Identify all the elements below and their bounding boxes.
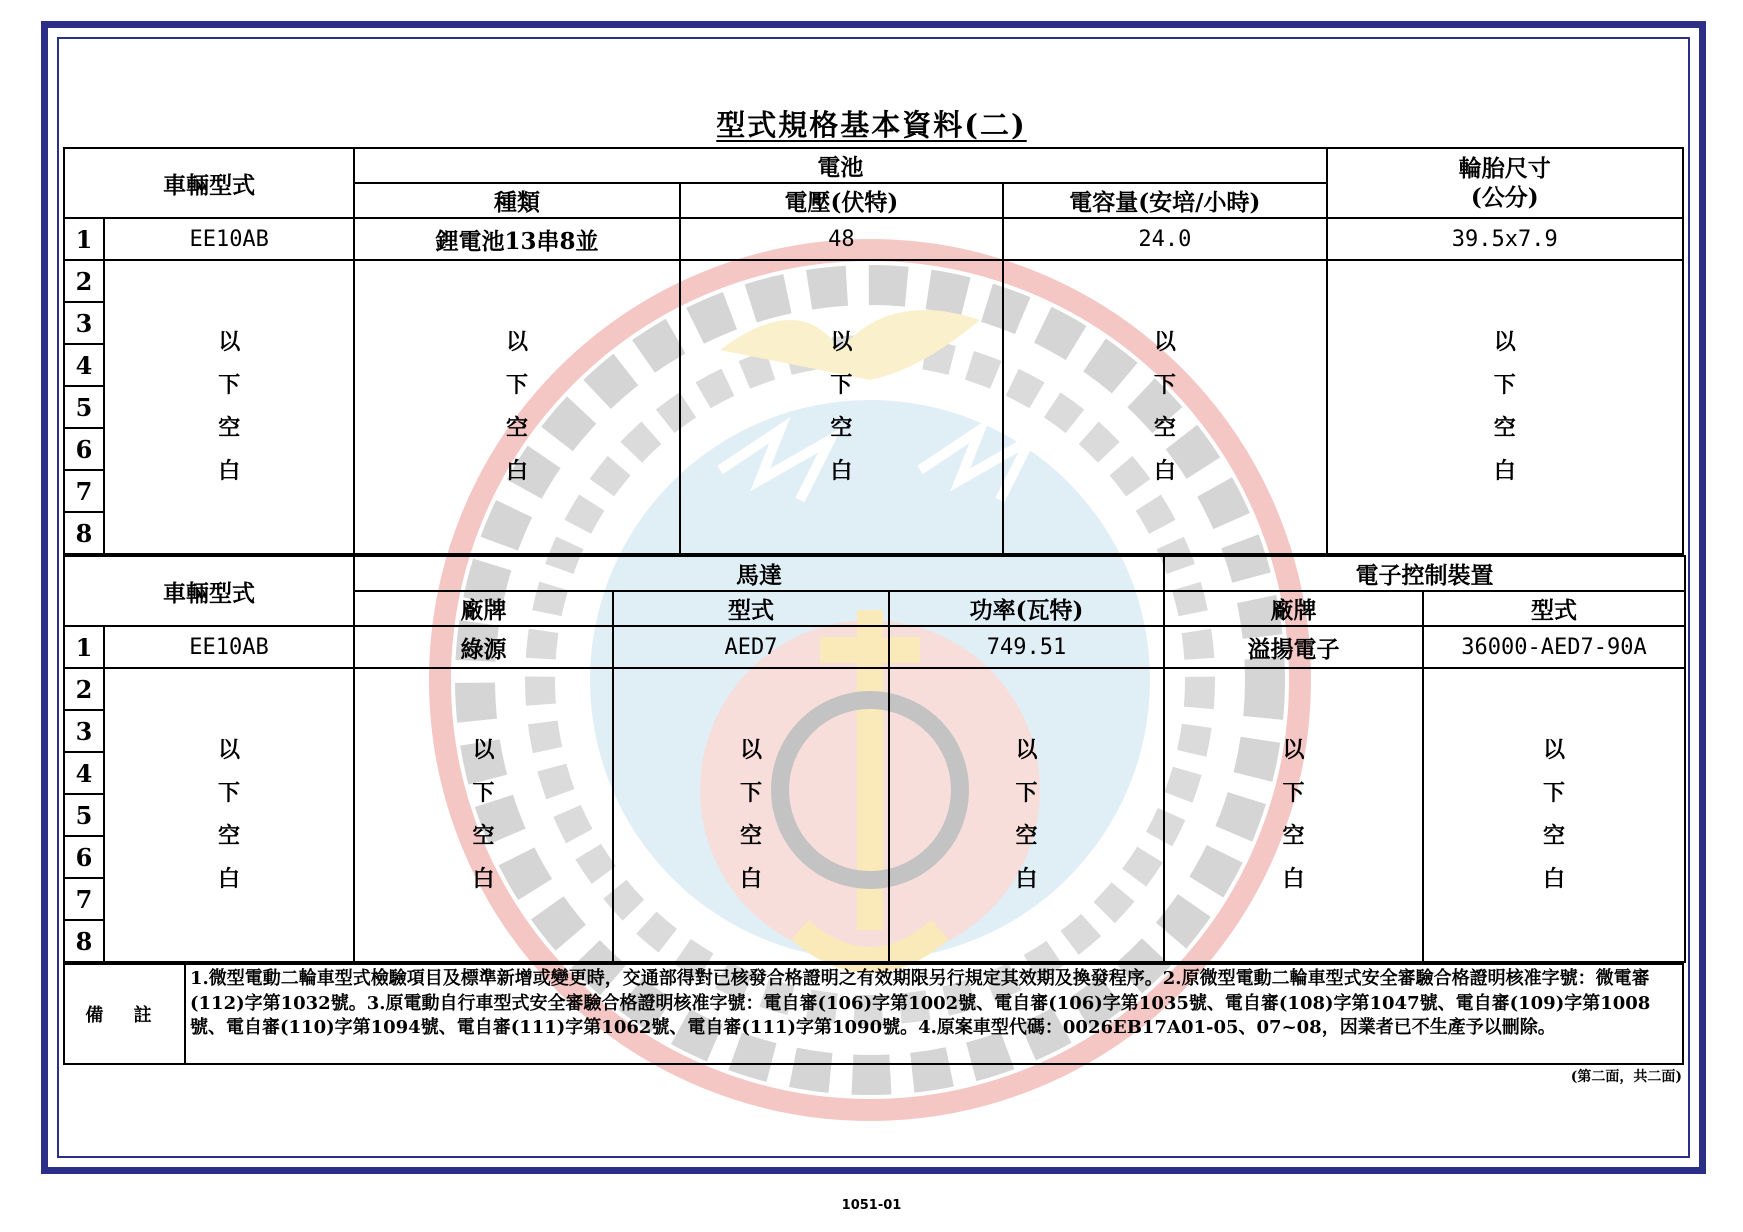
row-number: 6 — [64, 428, 104, 470]
blank-cell — [1423, 668, 1685, 962]
motor-model-header: 型式 — [613, 591, 889, 626]
row-number: 1 — [64, 626, 104, 668]
blank-char: 白 — [217, 866, 240, 892]
blank-cell — [680, 260, 1003, 554]
blank-cell — [104, 260, 354, 554]
tire-size-label: 輪胎尺寸 — [1458, 155, 1551, 182]
row-number: 1 — [64, 218, 104, 260]
row-number: 2 — [64, 260, 104, 302]
row-number: 7 — [64, 878, 104, 920]
motor-power-cell: 749.51 — [889, 626, 1164, 668]
vehicle-model-cell: EE10AB — [104, 218, 354, 260]
vehicle-model-header: 車輛型式 — [64, 148, 354, 218]
voltage-cell: 48 — [680, 218, 1003, 260]
blank-cell — [1327, 260, 1683, 554]
blank-char: 空 — [1542, 823, 1565, 849]
row-number: 8 — [64, 512, 104, 554]
motor-model-cell: AED7 — [613, 626, 889, 668]
remarks-label: 備 註 — [65, 965, 186, 1063]
blank-char: 空 — [1015, 823, 1038, 849]
blank-char: 白 — [1282, 866, 1305, 892]
blank-char: 以 — [218, 329, 241, 355]
blank-cell — [613, 668, 889, 962]
motor-group-header: 馬達 — [354, 556, 1164, 591]
page-title: 型式規格基本資料(二) — [716, 108, 1027, 142]
row-number: 4 — [64, 344, 104, 386]
blank-char: 空 — [830, 415, 853, 441]
blank-char: 以 — [830, 329, 853, 355]
vehicle-model-cell: EE10AB — [104, 626, 354, 668]
page-number-note: (第二面，共二面) — [1570, 1069, 1682, 1085]
vehicle-model-header: 車輛型式 — [64, 556, 354, 626]
blank-char: 白 — [472, 866, 495, 892]
tire-size-header — [1327, 148, 1683, 218]
blank-cell — [1164, 668, 1423, 962]
blank-char: 下 — [217, 780, 240, 806]
blank-char: 白 — [1153, 458, 1176, 484]
blank-char: 以 — [1542, 737, 1565, 763]
blank-char: 白 — [739, 866, 762, 892]
row-number: 2 — [64, 668, 104, 710]
tire-size-cell: 39.5x7.9 — [1327, 218, 1683, 260]
row-number: 3 — [64, 302, 104, 344]
motor-power-header: 功率(瓦特) — [889, 591, 1164, 626]
blank-char: 空 — [472, 823, 495, 849]
blank-char: 空 — [1153, 415, 1176, 441]
row-number: 3 — [64, 710, 104, 752]
blank-char: 白 — [506, 458, 529, 484]
tire-size-unit: (公分) — [1470, 184, 1539, 211]
battery-type-header: 種類 — [354, 183, 679, 218]
blank-cell — [889, 668, 1164, 962]
blank-char: 下 — [1542, 780, 1565, 806]
battery-type-cell: 鋰電池13串8並 — [354, 218, 679, 260]
blank-char: 白 — [830, 458, 853, 484]
blank-char: 下 — [1015, 780, 1038, 806]
blank-char: 空 — [218, 415, 241, 441]
blank-char: 白 — [1493, 458, 1516, 484]
blank-char: 下 — [218, 372, 241, 398]
blank-char: 白 — [1542, 866, 1565, 892]
blank-char: 以 — [472, 737, 495, 763]
capacity-cell: 24.0 — [1003, 218, 1326, 260]
motor-brand-header: 廠牌 — [354, 591, 613, 626]
blank-cell — [354, 260, 679, 554]
row-number: 5 — [64, 794, 104, 836]
blank-char: 白 — [1015, 866, 1038, 892]
blank-char: 下 — [739, 780, 762, 806]
blank-char: 以 — [1493, 329, 1516, 355]
battery-group-header: 電池 — [354, 148, 1326, 183]
blank-char: 以 — [217, 737, 240, 763]
row-number: 8 — [64, 920, 104, 962]
blank-char: 白 — [218, 458, 241, 484]
controller-brand-cell: 溢揚電子 — [1164, 626, 1423, 668]
blank-char: 下 — [472, 780, 495, 806]
row-number: 6 — [64, 836, 104, 878]
controller-group-header: 電子控制裝置 — [1164, 556, 1685, 591]
controller-model-header: 型式 — [1423, 591, 1685, 626]
blank-char: 以 — [1282, 737, 1305, 763]
row-number: 7 — [64, 470, 104, 512]
capacity-header: 電容量(安培/小時) — [1003, 183, 1326, 218]
motor-spec-table — [63, 555, 1686, 963]
blank-char: 空 — [1282, 823, 1305, 849]
blank-char: 空 — [217, 823, 240, 849]
remarks-box — [63, 963, 1684, 1065]
blank-char: 下 — [506, 372, 529, 398]
blank-char: 下 — [830, 372, 853, 398]
blank-char: 以 — [739, 737, 762, 763]
blank-char: 下 — [1493, 372, 1516, 398]
battery-spec-table — [63, 147, 1684, 555]
blank-char: 以 — [506, 329, 529, 355]
blank-cell — [1003, 260, 1326, 554]
blank-char: 空 — [506, 415, 529, 441]
blank-char: 下 — [1282, 780, 1305, 806]
blank-cell — [104, 668, 354, 962]
controller-brand-header: 廠牌 — [1164, 591, 1423, 626]
blank-char: 以 — [1015, 737, 1038, 763]
row-number: 5 — [64, 386, 104, 428]
controller-model-cell: 36000-AED7-90A — [1423, 626, 1685, 668]
blank-char: 空 — [1493, 415, 1516, 441]
row-number: 4 — [64, 752, 104, 794]
blank-char: 空 — [739, 823, 762, 849]
remarks-text: 1.微型電動二輪車型式檢驗項目及標準新增或變更時，交通部得對已核發合格證明之有效期限另行規定其效期及換發程序。2.原微型電動二輪車型式安全審驗合格證明核准字號：微電審(112)字第1032號。3.原電動自行車型式安全審驗合格證明核准字號：電自審(106)字第1002號、電自審(106)字第1035號、電自審(108)字第1047號、電自審(109)字第1008號、電自審(110)字第1094號、電自審(111)字第1062號、電自審(111)字第1090號。4.原案車型代碼：0026EB17A01-05、07~08，因業者已不生產予以刪除。 — [190, 968, 1651, 1038]
motor-brand-cell: 綠源 — [354, 626, 613, 668]
blank-char: 以 — [1153, 329, 1176, 355]
blank-cell — [354, 668, 613, 962]
voltage-header: 電壓(伏特) — [680, 183, 1003, 218]
document-code: 1051-01 — [841, 1198, 902, 1213]
blank-char: 下 — [1153, 372, 1176, 398]
